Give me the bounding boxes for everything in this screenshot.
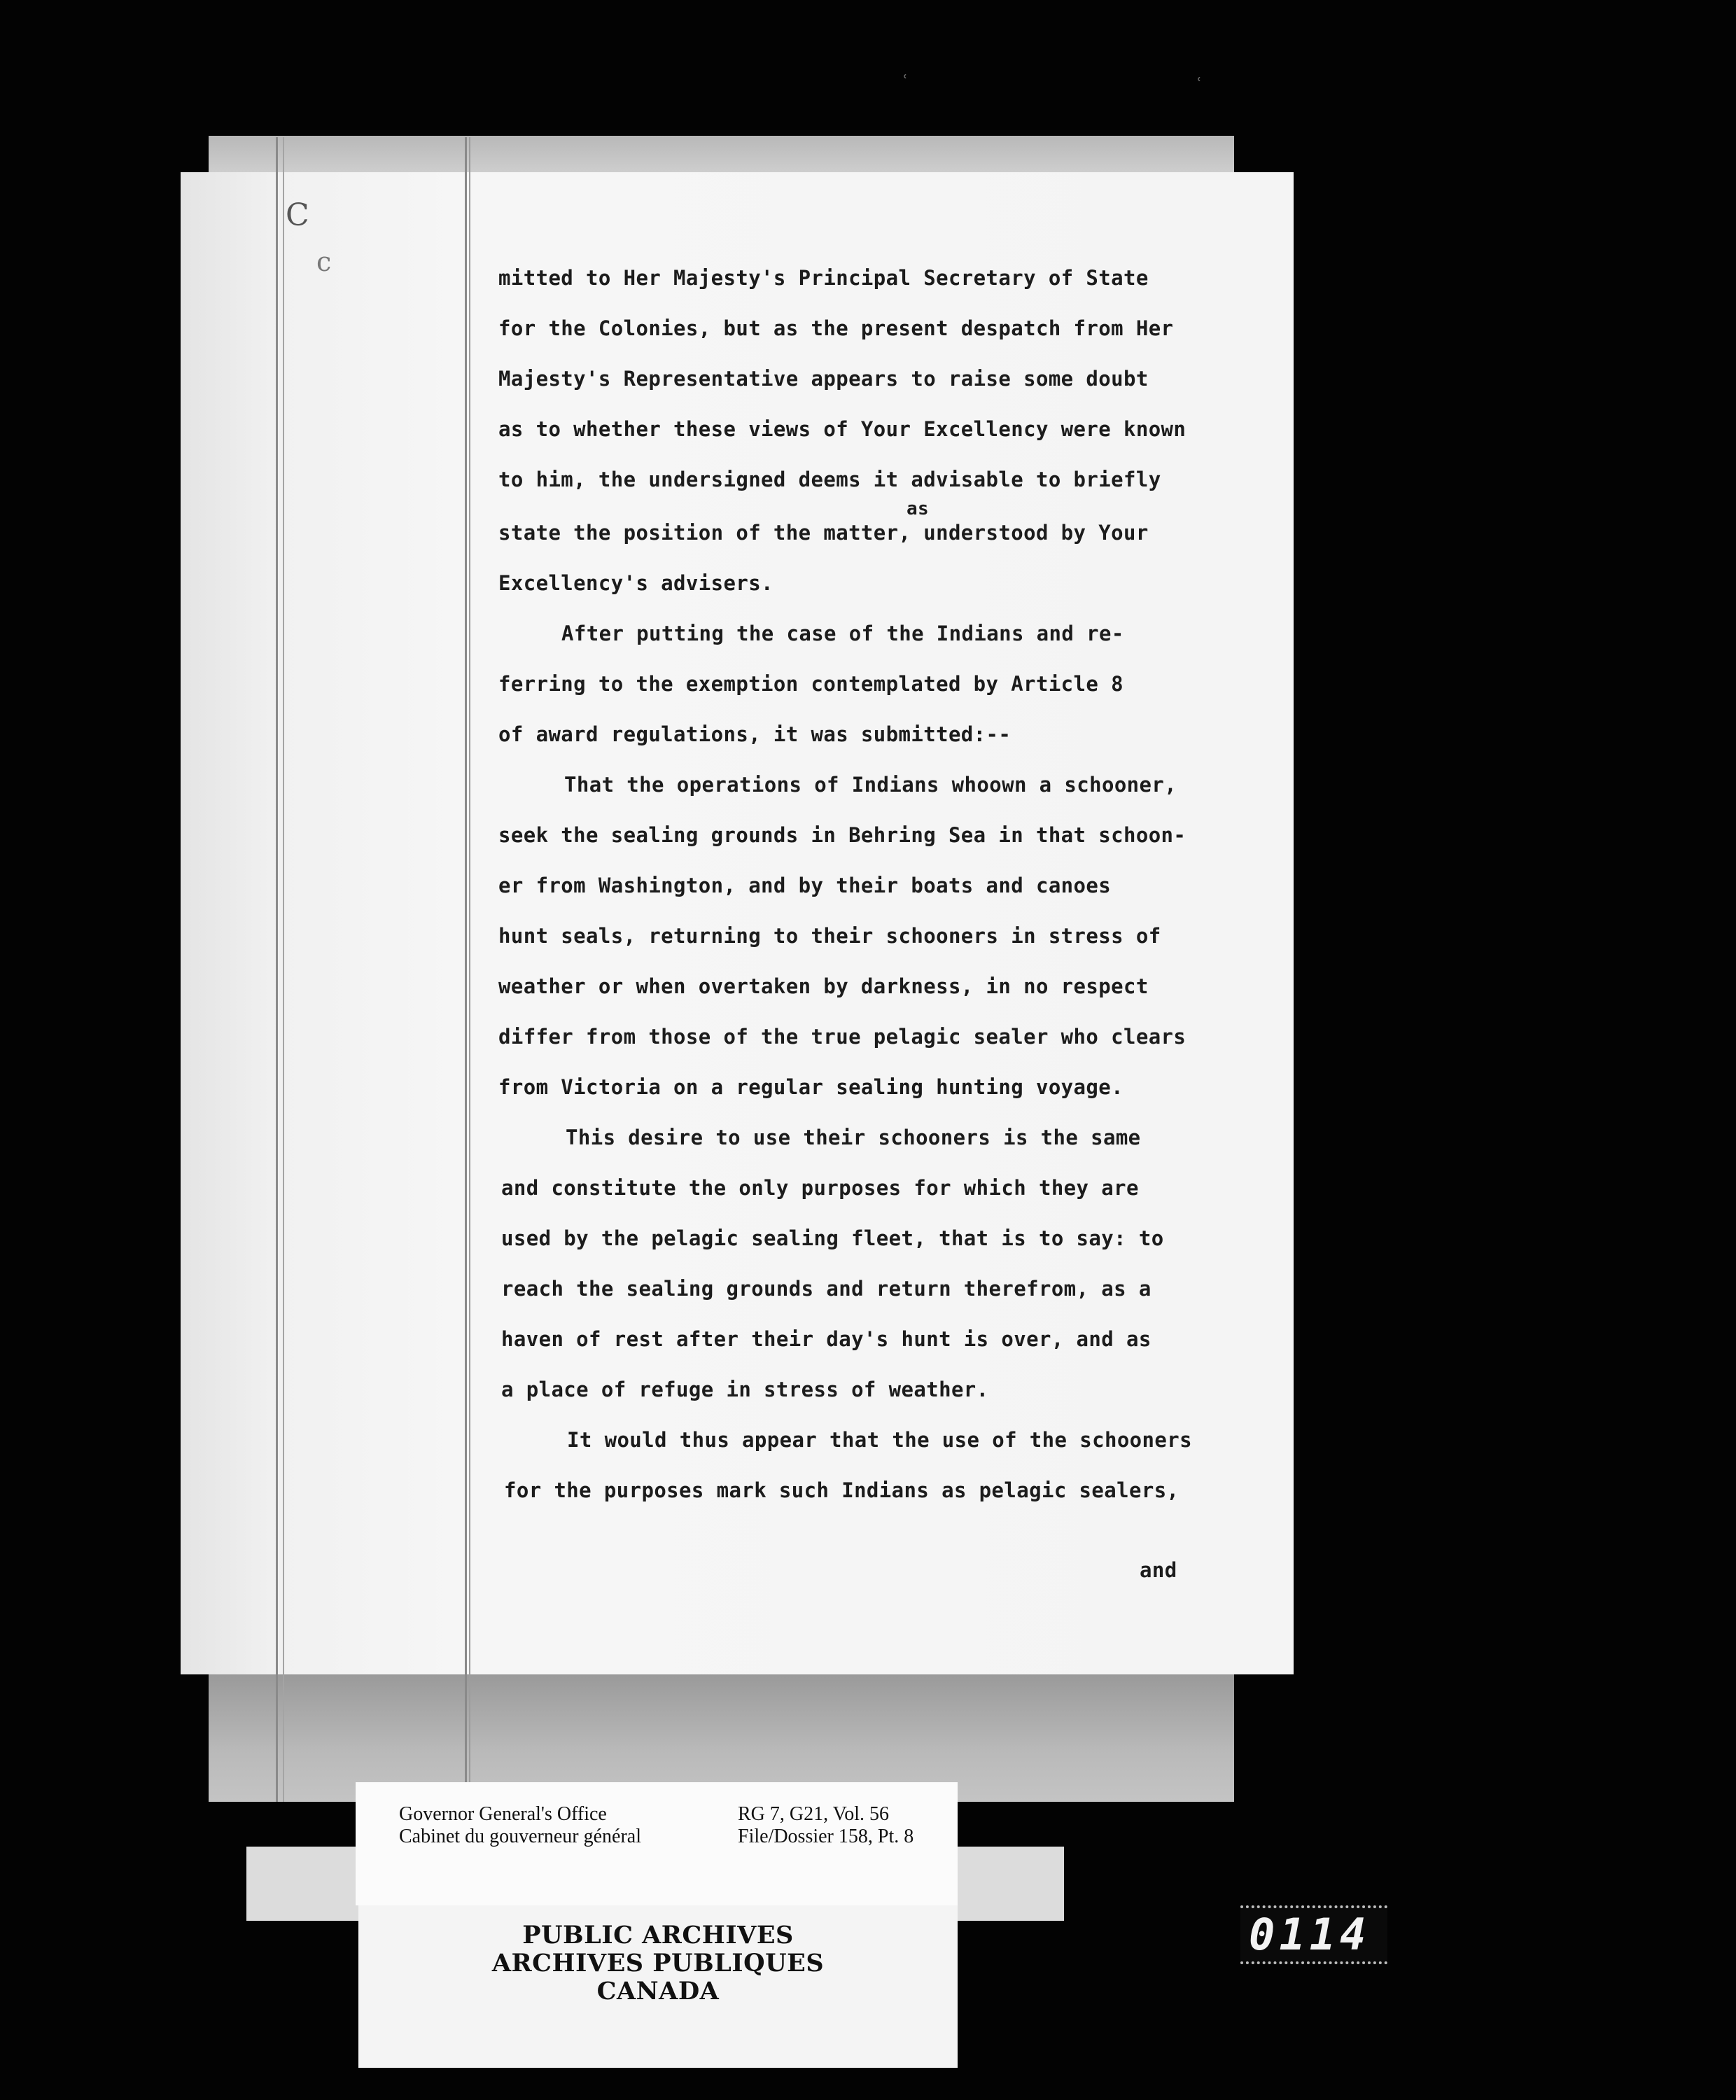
- text-line: and constitute the only purposes for which they are: [501, 1176, 1139, 1200]
- text-line: er from Washington, and by their boats and canoes: [498, 874, 1112, 897]
- text-line: for the Colonies, but as the present despatch from Her: [498, 316, 1174, 340]
- text-line: ferring to the exemption contemplated by Article 8: [498, 672, 1124, 696]
- margin-rule-right-inner: [469, 137, 470, 1802]
- margin-rule-right: [465, 137, 467, 1802]
- text-line: Excellency's advisers.: [498, 571, 774, 595]
- stamp-line-french: ARCHIVES PUBLIQUES: [491, 1949, 825, 1977]
- office-name-english: Governor General's Office: [399, 1803, 607, 1825]
- text-line: from Victoria on a regular sealing hunting voyage.: [498, 1075, 1124, 1099]
- record-group-reference: RG 7, G21, Vol. 56: [738, 1803, 890, 1825]
- text-line: a place of refuge in stress of weather.: [501, 1378, 989, 1401]
- punch-hole-mark: c: [316, 246, 332, 277]
- text-line: to him, the undersigned deems it advisable to briefly: [498, 468, 1161, 491]
- text-line: mitted to Her Majesty's Principal Secretary of State: [498, 266, 1149, 290]
- text-line: state the position of the matter, understood by Your: [498, 521, 1149, 545]
- text-line: hunt seals, returning to their schooners in stress of: [498, 924, 1161, 948]
- stamp-line-english: PUBLIC ARCHIVES: [522, 1921, 794, 1949]
- office-name-french: Cabinet du gouverneur général: [399, 1826, 641, 1847]
- text-line: of award regulations, it was submitted:--: [498, 722, 1011, 746]
- stamp-line-country: CANADA: [596, 1977, 720, 2005]
- text-line: weather or when overtaken by darkness, in no respect: [498, 974, 1149, 998]
- frame-counter: 0114: [1240, 1905, 1387, 1964]
- margin-rule-left: [276, 137, 278, 1802]
- film-speck: ʿ: [1197, 76, 1202, 93]
- paragraph-first-line: After putting the case of the Indians and re-: [561, 622, 1124, 645]
- text-line: seek the sealing grounds in Behring Sea in that schoon-: [498, 823, 1186, 847]
- text-line: Majesty's Representative appears to raise some doubt: [498, 367, 1149, 391]
- paragraph-first-line: That the operations of Indians whoown a schooner,: [564, 773, 1177, 797]
- file-reference: File/Dossier 158, Pt. 8: [738, 1826, 914, 1847]
- paragraph-first-line: It would thus appear that the use of the schooners: [567, 1428, 1192, 1452]
- text-line: as to whether these views of Your Excellency were known: [498, 417, 1186, 441]
- text-line: for the purposes mark such Indians as pelagic sealers,: [504, 1478, 1180, 1502]
- text-line: haven of rest after their day's hunt is over, and as: [501, 1327, 1152, 1351]
- text-line: used by the pelagic sealing fleet, that is to say: to: [501, 1226, 1164, 1250]
- catchword: and: [1140, 1558, 1177, 1582]
- text-line: differ from those of the true pelagic sealer who clears: [498, 1025, 1186, 1049]
- punch-hole-mark: C: [286, 197, 309, 233]
- paragraph-first-line: This desire to use their schooners is the same: [566, 1126, 1141, 1149]
- interlinear-insertion: as: [906, 498, 930, 519]
- archives-stamp: [358, 1905, 958, 2068]
- film-speck: ʿ: [903, 73, 908, 90]
- margin-rule-left-inner: [283, 137, 284, 1802]
- archive-reference-label: [356, 1782, 958, 1905]
- text-line: reach the sealing grounds and return therefrom, as a: [501, 1277, 1152, 1301]
